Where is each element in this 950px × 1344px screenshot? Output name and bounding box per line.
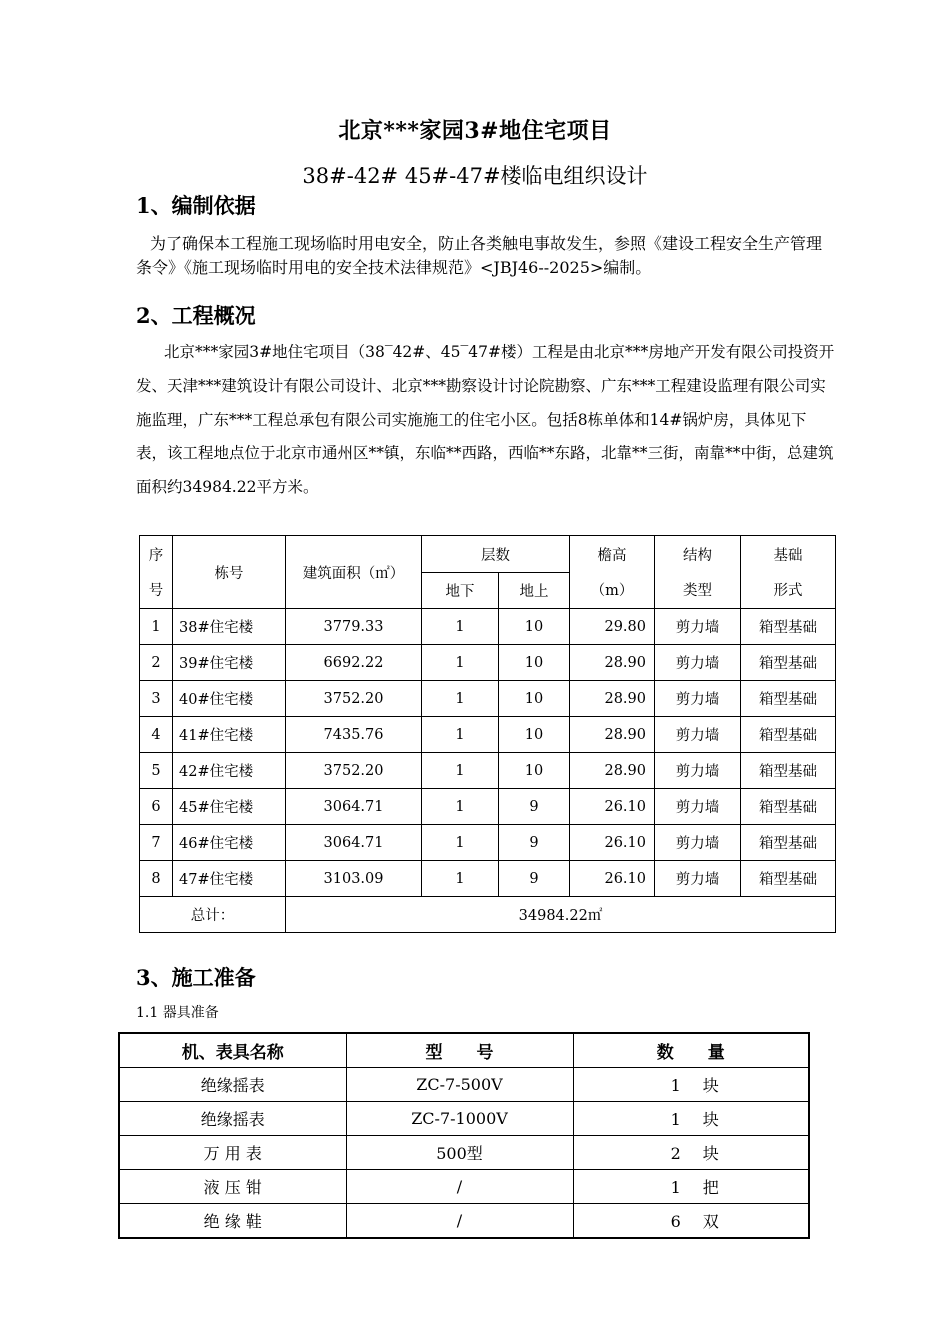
cell-seq: 3	[140, 681, 173, 717]
cell-seq: 2	[140, 645, 173, 681]
tool-model: 500型	[346, 1136, 573, 1170]
section-heading-overview: 2、工程概况	[136, 303, 256, 328]
cell-foundation: 箱型基础	[741, 609, 836, 645]
document-subtitle: 38#-42# 45#-47#楼临电组织设计	[302, 164, 648, 188]
cell-name: 38#住宅楼	[173, 609, 286, 645]
cell-foundation: 箱型基础	[741, 825, 836, 861]
cell-height: 26.10	[570, 789, 655, 825]
tool-model: ZC-7-500V	[346, 1068, 573, 1102]
tool-name: 绝缘摇表	[119, 1068, 346, 1102]
table-row	[140, 645, 836, 681]
header-below: 地下	[422, 573, 499, 609]
cell-area: 3779.33	[286, 609, 422, 645]
table-row	[119, 1068, 809, 1102]
header-floors: 层数	[422, 536, 570, 573]
table-row	[119, 1136, 809, 1170]
cell-area: 6692.22	[286, 645, 422, 681]
header-foundation: 基础 形式	[741, 536, 836, 609]
section-text-basis: 为了确保本工程施工现场临时用电安全，防止各类触电事故发生，参照《建设工程安全生产管理条令》《施工现场临时用电的安全技术法律规范》<JBJ46--2025>编制。	[136, 234, 823, 277]
cell-name: 40#住宅楼	[173, 681, 286, 717]
cell-above: 10	[499, 645, 570, 681]
cell-height: 28.90	[570, 681, 655, 717]
total-label: 总计：	[140, 897, 286, 933]
cell-name: 39#住宅楼	[173, 645, 286, 681]
cell-seq: 8	[140, 861, 173, 897]
total-value: 34984.22㎡	[286, 897, 836, 933]
cell-above: 10	[499, 609, 570, 645]
table-row	[140, 825, 836, 861]
cell-structure: 剪力墙	[655, 609, 741, 645]
cell-below: 1	[422, 609, 499, 645]
cell-foundation: 箱型基础	[741, 861, 836, 897]
cell-structure: 剪力墙	[655, 681, 741, 717]
cell-height: 28.90	[570, 717, 655, 753]
cell-foundation: 箱型基础	[741, 681, 836, 717]
cell-foundation: 箱型基础	[741, 789, 836, 825]
cell-structure: 剪力墙	[655, 789, 741, 825]
tool-model: /	[346, 1204, 573, 1239]
cell-name: 46#住宅楼	[173, 825, 286, 861]
cell-height: 26.10	[570, 861, 655, 897]
cell-foundation: 箱型基础	[741, 753, 836, 789]
tool-qty-unit: 块	[702, 1076, 719, 1095]
tool-model: /	[346, 1170, 573, 1204]
tool-header-model: 型 号	[346, 1033, 573, 1068]
cell-below: 1	[422, 645, 499, 681]
tool-qty-number: 6	[670, 1212, 681, 1231]
tool-qty-number: 1	[670, 1076, 681, 1095]
cell-name: 47#住宅楼	[173, 861, 286, 897]
table-row	[119, 1204, 809, 1239]
header-height: 檐高 （m）	[570, 536, 655, 609]
table-row	[119, 1102, 809, 1136]
header-seq: 序 号	[140, 536, 173, 609]
tool-header-name: 机、表具名称	[119, 1033, 346, 1068]
cell-area: 3752.20	[286, 753, 422, 789]
cell-above: 9	[499, 861, 570, 897]
tool-table	[118, 1032, 810, 1239]
cell-above: 9	[499, 789, 570, 825]
tool-header-qty: 数 量	[573, 1033, 809, 1068]
cell-structure: 剪力墙	[655, 861, 741, 897]
cell-above: 10	[499, 753, 570, 789]
cell-below: 1	[422, 789, 499, 825]
tool-name: 绝缘摇表	[119, 1102, 346, 1136]
cell-area: 7435.76	[286, 717, 422, 753]
tool-qty	[573, 1102, 809, 1136]
tool-qty	[573, 1068, 809, 1102]
cell-below: 1	[422, 681, 499, 717]
cell-seq: 7	[140, 825, 173, 861]
header-name: 栋号	[173, 536, 286, 609]
tool-qty-unit: 块	[702, 1110, 719, 1129]
tool-qty-unit: 把	[702, 1178, 719, 1197]
document-title: 北京***家园3#地住宅项目	[338, 118, 612, 144]
cell-height: 28.90	[570, 753, 655, 789]
cell-foundation: 箱型基础	[741, 645, 836, 681]
tool-qty-unit: 块	[702, 1144, 719, 1163]
cell-below: 1	[422, 753, 499, 789]
tool-model: ZC-7-1000V	[346, 1102, 573, 1136]
cell-area: 3064.71	[286, 825, 422, 861]
cell-height: 26.10	[570, 825, 655, 861]
cell-name: 41#住宅楼	[173, 717, 286, 753]
section-text-overview: 北京***家园3#地住宅项目（38‾42#、45‾47#楼）工程是由北京***房地产开发有限公司投资开发、天津***建筑设计有限公司设计、北京***勘察设计讨论院勘察、广东***工程建设监理有限公司实施监理，广东***工程总承包有限公司实施施工的住宅小区。包括8栋单体和14#锅炉房，具体见下表，该工程地点位于北京市通州区**镇，东临**西路，西临**东路，北靠**三街，南靠**中街，总建筑面积约34984.22平方米。	[136, 343, 835, 497]
tool-qty-number: 2	[670, 1144, 681, 1163]
cell-seq: 6	[140, 789, 173, 825]
cell-structure: 剪力墙	[655, 825, 741, 861]
cell-height: 28.90	[570, 645, 655, 681]
section-heading-preparation: 3、施工准备	[136, 965, 256, 990]
cell-above: 10	[499, 717, 570, 753]
table-row	[140, 861, 836, 897]
tool-qty	[573, 1170, 809, 1204]
cell-below: 1	[422, 717, 499, 753]
table-row	[119, 1170, 809, 1204]
section-heading-basis: 1、编制依据	[136, 193, 256, 218]
cell-seq: 4	[140, 717, 173, 753]
table-row	[140, 609, 836, 645]
tool-qty	[573, 1136, 809, 1170]
cell-name: 42#住宅楼	[173, 753, 286, 789]
cell-area: 3064.71	[286, 789, 422, 825]
tool-qty-number: 1	[670, 1178, 681, 1197]
cell-above: 9	[499, 825, 570, 861]
cell-below: 1	[422, 861, 499, 897]
tool-name: 万 用 表	[119, 1136, 346, 1170]
cell-name: 45#住宅楼	[173, 789, 286, 825]
cell-above: 10	[499, 681, 570, 717]
tool-qty-unit: 双	[702, 1212, 719, 1231]
cell-structure: 剪力墙	[655, 717, 741, 753]
table-row	[140, 717, 836, 753]
header-above: 地上	[499, 573, 570, 609]
tool-name: 绝 缘 鞋	[119, 1204, 346, 1239]
cell-area: 3752.20	[286, 681, 422, 717]
table-row	[140, 789, 836, 825]
cell-below: 1	[422, 825, 499, 861]
cell-seq: 5	[140, 753, 173, 789]
cell-structure: 剪力墙	[655, 645, 741, 681]
table-row	[140, 753, 836, 789]
cell-seq: 1	[140, 609, 173, 645]
table-row	[140, 681, 836, 717]
tool-qty-number: 1	[670, 1110, 681, 1129]
header-area: 建筑面积（㎡）	[286, 536, 422, 609]
subsection-title: 1.1 器具准备	[136, 1005, 219, 1021]
tool-qty	[573, 1204, 809, 1239]
cell-foundation: 箱型基础	[741, 717, 836, 753]
header-structure: 结构 类型	[655, 536, 741, 609]
cell-height: 29.80	[570, 609, 655, 645]
tool-name: 液 压 钳	[119, 1170, 346, 1204]
cell-structure: 剪力墙	[655, 753, 741, 789]
building-table	[139, 535, 836, 933]
cell-area: 3103.09	[286, 861, 422, 897]
